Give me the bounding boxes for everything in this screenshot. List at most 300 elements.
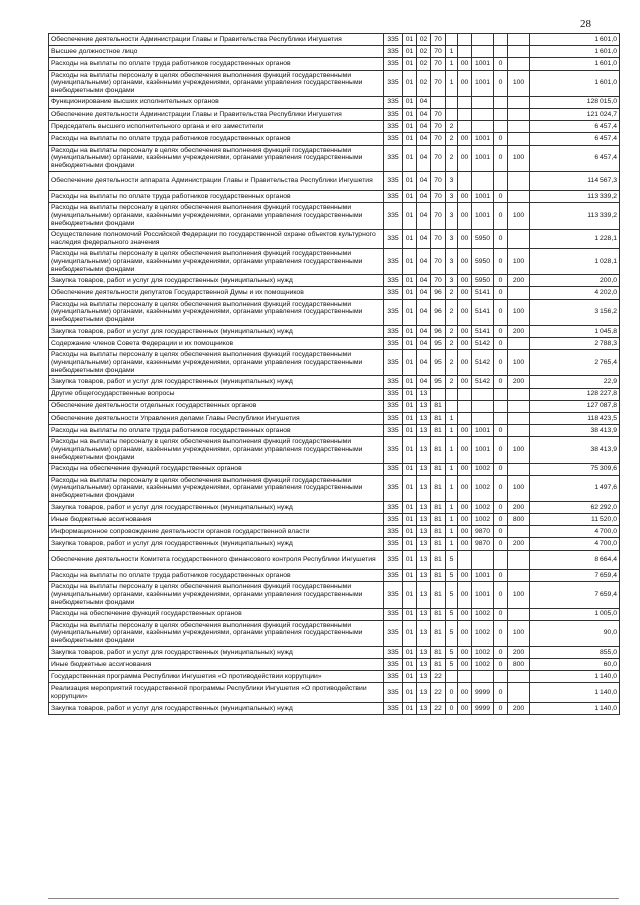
row-code-cell-cs2: 5 (446, 659, 458, 671)
row-code-cell-cs2: 5 (446, 620, 458, 646)
row-code-cell-cs4: 1001 (472, 203, 494, 229)
row-code-cell-cs1: 70 (431, 229, 446, 249)
row-code-cell-pr: 13 (417, 388, 431, 400)
row-code-cell-cs1: 95 (431, 376, 446, 388)
row-code-cell-cs1: 96 (431, 325, 446, 337)
row-code-cell-cs2: 1 (446, 437, 458, 463)
row-code-cell-cs5: 0 (494, 376, 508, 388)
row-code-cell-grbs: 335 (384, 702, 403, 714)
row-code-cell-vr (508, 400, 530, 412)
table-row (49, 108, 620, 120)
row-code-cell-rz: 01 (403, 683, 417, 703)
row-code-cell-rz: 01 (403, 388, 417, 400)
row-code-cell-vr: 100 (508, 437, 530, 463)
row-code-cell-cs3 (458, 412, 472, 424)
row-code-cell-rz: 01 (403, 620, 417, 646)
row-code-cell-cs2: 1 (446, 58, 458, 70)
table-row (49, 671, 620, 683)
row-code-cell-cs1: 70 (431, 121, 446, 133)
row-code-cell-vr: 100 (508, 249, 530, 275)
row-code-cell-cs3: 00 (458, 58, 472, 70)
row-code-cell-cs1 (431, 388, 446, 400)
row-code-cell-rz: 01 (403, 287, 417, 299)
row-code-cell-cs5: 0 (494, 437, 508, 463)
table-row (49, 550, 620, 570)
row-code-cell-rz: 01 (403, 275, 417, 287)
row-code-cell-grbs: 335 (384, 249, 403, 275)
row-amount-cell: 11 520,0 (530, 514, 620, 526)
row-code-cell-pr: 13 (417, 550, 431, 570)
row-code-cell-cs2: 2 (446, 338, 458, 350)
row-code-cell-vr: 800 (508, 659, 530, 671)
row-name-cell: Обеспечение деятельности депутатов Государственной Думы и их помощников (49, 287, 384, 299)
row-code-cell-cs4: 1002 (472, 646, 494, 658)
row-code-cell-vr (508, 58, 530, 70)
row-name-cell: Обеспечение деятельности Администрации Главы и Правительства Республики Ингушетия (49, 34, 384, 46)
row-code-cell-cs2: 3 (446, 229, 458, 249)
row-code-cell-cs5: 0 (494, 145, 508, 171)
row-code-cell-grbs: 335 (384, 388, 403, 400)
row-code-cell-rz: 01 (403, 171, 417, 191)
row-code-cell-cs2: 2 (446, 376, 458, 388)
row-code-cell-cs5 (494, 412, 508, 424)
row-code-cell-rz: 01 (403, 108, 417, 120)
row-code-cell-cs5: 0 (494, 646, 508, 658)
row-code-cell-cs3: 00 (458, 287, 472, 299)
row-code-cell-rz: 01 (403, 671, 417, 683)
row-code-cell-cs1 (431, 96, 446, 108)
row-code-cell-cs2: 3 (446, 171, 458, 191)
table-row (49, 526, 620, 538)
table-row (49, 582, 620, 608)
row-name-cell: Расходы на выплаты персоналу в целях обеспечения выполнения функций государственными (муниципальными) органами, казёнными учреждениями, органами управления государственными внебюджетными фондами (49, 582, 384, 608)
row-code-cell-rz: 01 (403, 70, 417, 96)
row-name-cell: Расходы на выплаты персоналу в целях обеспечения выполнения функций государственными (муниципальными) органами, казёнными учреждениями, органами управления государственными внебюджетными фондами (49, 145, 384, 171)
row-code-cell-pr: 13 (417, 437, 431, 463)
row-code-cell-rz: 01 (403, 121, 417, 133)
row-code-cell-cs4: 5950 (472, 229, 494, 249)
row-code-cell-cs3 (458, 400, 472, 412)
row-code-cell-pr: 04 (417, 203, 431, 229)
row-code-cell-grbs: 335 (384, 570, 403, 582)
row-code-cell-grbs: 335 (384, 514, 403, 526)
row-code-cell-vr: 200 (508, 501, 530, 513)
row-name-cell: Закупка товаров, работ и услуг для государственных (муниципальных) нужд (49, 325, 384, 337)
row-code-cell-cs4: 9999 (472, 683, 494, 703)
row-name-cell: Председатель высшего исполнительного органа и его заместители (49, 121, 384, 133)
row-code-cell-cs2: 2 (446, 350, 458, 376)
row-amount-cell: 6 457,4 (530, 133, 620, 145)
row-code-cell-vr: 100 (508, 203, 530, 229)
row-code-cell-cs2: 2 (446, 325, 458, 337)
row-code-cell-cs2: 3 (446, 203, 458, 229)
row-code-cell-cs2 (446, 671, 458, 683)
row-code-cell-rz: 01 (403, 191, 417, 203)
row-code-cell-pr: 04 (417, 145, 431, 171)
row-code-cell-cs4: 9870 (472, 538, 494, 550)
row-code-cell-rz: 01 (403, 659, 417, 671)
row-code-cell-cs3: 00 (458, 514, 472, 526)
row-code-cell-cs1: 95 (431, 338, 446, 350)
row-code-cell-cs4: 5141 (472, 299, 494, 325)
row-amount-cell: 1 045,8 (530, 325, 620, 337)
row-code-cell-cs1: 70 (431, 108, 446, 120)
row-code-cell-pr: 04 (417, 325, 431, 337)
table-row (49, 538, 620, 550)
row-amount-cell: 2 765,4 (530, 350, 620, 376)
row-code-cell-rz: 01 (403, 249, 417, 275)
row-code-cell-grbs: 335 (384, 108, 403, 120)
row-code-cell-pr: 13 (417, 514, 431, 526)
row-code-cell-cs2 (446, 34, 458, 46)
row-code-cell-cs5: 0 (494, 229, 508, 249)
row-code-cell-cs4: 1001 (472, 58, 494, 70)
row-code-cell-cs1: 81 (431, 538, 446, 550)
row-amount-cell: 38 413,9 (530, 437, 620, 463)
row-code-cell-cs1: 81 (431, 412, 446, 424)
row-code-cell-cs5 (494, 96, 508, 108)
row-code-cell-cs5 (494, 671, 508, 683)
row-code-cell-cs1: 81 (431, 514, 446, 526)
row-code-cell-cs5 (494, 400, 508, 412)
row-name-cell: Функционирование высших исполнительных органов (49, 96, 384, 108)
row-code-cell-pr: 13 (417, 425, 431, 437)
row-code-cell-cs5: 0 (494, 203, 508, 229)
row-code-cell-pr: 13 (417, 608, 431, 620)
page-number: 28 (580, 18, 591, 30)
row-code-cell-cs5: 0 (494, 702, 508, 714)
row-code-cell-cs5: 0 (494, 275, 508, 287)
row-name-cell: Расходы на выплаты персоналу в целях обеспечения выполнения функций государственными (муниципальными) органами, казёнными учреждениями, органами управления государственными внебюджетными фондами (49, 203, 384, 229)
row-code-cell-vr (508, 121, 530, 133)
row-code-cell-pr: 13 (417, 475, 431, 501)
row-amount-cell: 1 601,0 (530, 70, 620, 96)
row-code-cell-cs2: 3 (446, 275, 458, 287)
row-code-cell-rz: 01 (403, 582, 417, 608)
page-bottom-line (48, 898, 619, 899)
row-code-cell-cs1: 96 (431, 299, 446, 325)
row-name-cell: Закупка товаров, работ и услуг для государственных (муниципальных) нужд (49, 538, 384, 550)
row-code-cell-cs4: 5141 (472, 287, 494, 299)
row-code-cell-cs5: 0 (494, 133, 508, 145)
row-amount-cell: 7 659,4 (530, 570, 620, 582)
row-name-cell: Расходы на обеспечение функций государственных органов (49, 463, 384, 475)
row-code-cell-pr: 04 (417, 191, 431, 203)
row-code-cell-cs1: 70 (431, 203, 446, 229)
table-row (49, 646, 620, 658)
row-code-cell-cs5: 0 (494, 582, 508, 608)
row-amount-cell: 1 497,6 (530, 475, 620, 501)
row-code-cell-cs3 (458, 46, 472, 58)
row-code-cell-pr: 04 (417, 338, 431, 350)
row-code-cell-vr (508, 96, 530, 108)
row-amount-cell: 4 700,0 (530, 526, 620, 538)
row-code-cell-cs1: 81 (431, 501, 446, 513)
row-code-cell-cs4: 1001 (472, 70, 494, 96)
row-name-cell: Закупка товаров, работ и услуг для государственных (муниципальных) нужд (49, 501, 384, 513)
row-code-cell-cs2: 2 (446, 121, 458, 133)
budget-table (48, 33, 620, 715)
row-code-cell-rz: 01 (403, 501, 417, 513)
row-name-cell: Расходы на выплаты по оплате труда работников государственных органов (49, 58, 384, 70)
row-code-cell-cs1: 81 (431, 646, 446, 658)
row-code-cell-vr: 800 (508, 514, 530, 526)
row-code-cell-vr (508, 526, 530, 538)
row-code-cell-rz: 01 (403, 475, 417, 501)
table-row (49, 437, 620, 463)
row-amount-cell: 113 339,2 (530, 191, 620, 203)
row-code-cell-grbs: 335 (384, 475, 403, 501)
row-code-cell-rz: 01 (403, 437, 417, 463)
row-code-cell-cs5: 0 (494, 299, 508, 325)
row-code-cell-cs3: 00 (458, 299, 472, 325)
table-row (49, 171, 620, 191)
row-code-cell-vr: 100 (508, 299, 530, 325)
row-code-cell-grbs: 335 (384, 501, 403, 513)
row-code-cell-pr: 13 (417, 671, 431, 683)
row-code-cell-vr (508, 671, 530, 683)
row-code-cell-cs5 (494, 121, 508, 133)
row-name-cell: Расходы на выплаты персоналу в целях обеспечения выполнения функций государственными (муниципальными) органами, казёнными учреждениями, органами управления государственными внебюджетными фондами (49, 299, 384, 325)
row-name-cell: Закупка товаров, работ и услуг для государственных (муниципальных) нужд (49, 646, 384, 658)
table-row (49, 620, 620, 646)
table-row (49, 58, 620, 70)
row-code-cell-pr: 04 (417, 121, 431, 133)
row-code-cell-cs3 (458, 671, 472, 683)
row-code-cell-vr: 200 (508, 702, 530, 714)
row-amount-cell: 128 015,0 (530, 96, 620, 108)
row-code-cell-cs1: 81 (431, 570, 446, 582)
row-code-cell-pr: 13 (417, 582, 431, 608)
row-code-cell-cs3: 00 (458, 325, 472, 337)
table-row (49, 325, 620, 337)
row-code-cell-pr: 04 (417, 287, 431, 299)
table-row (49, 659, 620, 671)
row-code-cell-cs4: 5141 (472, 325, 494, 337)
row-code-cell-cs5 (494, 46, 508, 58)
row-code-cell-grbs: 335 (384, 34, 403, 46)
row-amount-cell: 114 567,3 (530, 171, 620, 191)
row-code-cell-pr: 13 (417, 620, 431, 646)
row-name-cell: Расходы на выплаты персоналу в целях обеспечения выполнения функций государственными (муниципальными) органами, казёнными учреждениями, органами управления государственными внебюджетными фондами (49, 437, 384, 463)
row-code-cell-cs3 (458, 96, 472, 108)
row-code-cell-cs4: 5142 (472, 376, 494, 388)
row-code-cell-rz: 01 (403, 526, 417, 538)
row-name-cell: Иные бюджетные ассигнования (49, 514, 384, 526)
row-code-cell-cs4: 1001 (472, 437, 494, 463)
row-code-cell-grbs: 335 (384, 191, 403, 203)
row-name-cell: Обеспечение деятельности Управления делами Главы Республики Ингушетия (49, 412, 384, 424)
row-code-cell-cs3 (458, 34, 472, 46)
row-amount-cell: 75 309,6 (530, 463, 620, 475)
row-code-cell-cs4: 1001 (472, 425, 494, 437)
row-code-cell-cs4: 5142 (472, 350, 494, 376)
row-code-cell-grbs: 335 (384, 659, 403, 671)
row-code-cell-cs5 (494, 388, 508, 400)
row-code-cell-grbs: 335 (384, 671, 403, 683)
row-code-cell-pr: 13 (417, 526, 431, 538)
row-code-cell-cs3: 00 (458, 203, 472, 229)
row-code-cell-rz: 01 (403, 463, 417, 475)
row-code-cell-cs4: 1002 (472, 608, 494, 620)
row-code-cell-rz: 01 (403, 325, 417, 337)
row-code-cell-vr (508, 388, 530, 400)
row-code-cell-cs2: 5 (446, 550, 458, 570)
row-code-cell-rz: 01 (403, 538, 417, 550)
row-amount-cell: 3 156,2 (530, 299, 620, 325)
row-code-cell-pr: 04 (417, 275, 431, 287)
row-code-cell-rz: 01 (403, 229, 417, 249)
row-code-cell-cs2: 1 (446, 46, 458, 58)
row-code-cell-cs5: 0 (494, 538, 508, 550)
row-code-cell-grbs: 335 (384, 287, 403, 299)
row-code-cell-cs5: 0 (494, 570, 508, 582)
table-row (49, 702, 620, 714)
row-name-cell: Обеспечение деятельности Комитета государственного финансового контроля Республики Ингушетия (49, 550, 384, 570)
row-code-cell-pr: 13 (417, 501, 431, 513)
row-code-cell-cs5: 0 (494, 249, 508, 275)
row-amount-cell: 6 457,4 (530, 145, 620, 171)
row-code-cell-cs2: 1 (446, 425, 458, 437)
row-code-cell-rz: 01 (403, 203, 417, 229)
row-amount-cell: 1 140,0 (530, 702, 620, 714)
row-code-cell-rz: 01 (403, 299, 417, 325)
row-amount-cell: 1 140,0 (530, 671, 620, 683)
row-code-cell-cs2: 1 (446, 514, 458, 526)
row-code-cell-cs1: 81 (431, 608, 446, 620)
row-code-cell-cs1: 81 (431, 659, 446, 671)
row-code-cell-cs4: 1002 (472, 514, 494, 526)
row-code-cell-cs2 (446, 388, 458, 400)
row-code-cell-rz: 01 (403, 412, 417, 424)
row-amount-cell: 8 664,4 (530, 550, 620, 570)
row-code-cell-vr: 200 (508, 646, 530, 658)
row-code-cell-vr (508, 425, 530, 437)
row-code-cell-pr: 04 (417, 350, 431, 376)
row-code-cell-cs1: 70 (431, 70, 446, 96)
row-code-cell-cs3: 00 (458, 538, 472, 550)
row-code-cell-vr (508, 287, 530, 299)
row-code-cell-cs5 (494, 171, 508, 191)
row-code-cell-rz: 01 (403, 514, 417, 526)
row-code-cell-cs5: 0 (494, 191, 508, 203)
row-code-cell-cs1: 81 (431, 526, 446, 538)
row-code-cell-cs5 (494, 34, 508, 46)
table-row (49, 338, 620, 350)
row-code-cell-cs3: 00 (458, 526, 472, 538)
row-name-cell: Расходы на выплаты персоналу в целях обеспечения выполнения функций государственными (муниципальными) органами, казёнными учреждениями, органами управления государственными внебюджетными фондами (49, 475, 384, 501)
row-code-cell-grbs: 335 (384, 229, 403, 249)
row-code-cell-cs2: 5 (446, 646, 458, 658)
row-code-cell-cs4: 5950 (472, 275, 494, 287)
row-code-cell-pr: 13 (417, 646, 431, 658)
row-code-cell-cs5: 0 (494, 475, 508, 501)
row-amount-cell: 2 788,3 (530, 338, 620, 350)
row-code-cell-rz: 01 (403, 376, 417, 388)
row-code-cell-grbs: 335 (384, 437, 403, 463)
row-code-cell-cs4: 9999 (472, 702, 494, 714)
row-code-cell-grbs: 335 (384, 526, 403, 538)
row-code-cell-vr (508, 608, 530, 620)
row-name-cell: Обеспечение деятельности Администрации Главы и Правительства Республики Ингушетия (49, 108, 384, 120)
row-code-cell-cs2: 0 (446, 683, 458, 703)
row-code-cell-cs1: 96 (431, 287, 446, 299)
row-code-cell-cs4 (472, 400, 494, 412)
row-code-cell-cs3: 00 (458, 145, 472, 171)
row-code-cell-grbs: 335 (384, 121, 403, 133)
row-code-cell-pr: 04 (417, 249, 431, 275)
row-code-cell-cs2: 1 (446, 70, 458, 96)
row-code-cell-pr: 13 (417, 412, 431, 424)
row-code-cell-cs1: 70 (431, 145, 446, 171)
row-code-cell-vr: 100 (508, 582, 530, 608)
row-code-cell-grbs: 335 (384, 538, 403, 550)
row-code-cell-grbs: 335 (384, 203, 403, 229)
row-code-cell-cs3 (458, 171, 472, 191)
row-amount-cell: 22,9 (530, 376, 620, 388)
row-code-cell-cs1: 81 (431, 437, 446, 463)
row-code-cell-vr (508, 34, 530, 46)
row-code-cell-pr: 04 (417, 299, 431, 325)
row-code-cell-rz: 01 (403, 570, 417, 582)
row-code-cell-cs1: 81 (431, 400, 446, 412)
row-code-cell-cs4: 1001 (472, 582, 494, 608)
row-code-cell-grbs: 335 (384, 412, 403, 424)
row-code-cell-cs4: 5142 (472, 338, 494, 350)
table-row (49, 203, 620, 229)
row-code-cell-grbs: 335 (384, 46, 403, 58)
table-row (49, 70, 620, 96)
row-name-cell: Осуществление полномочий Российской Федерации по государственной охране объектов культурного наследия федерального значения (49, 229, 384, 249)
row-code-cell-vr (508, 463, 530, 475)
row-code-cell-cs4 (472, 46, 494, 58)
table-row (49, 133, 620, 145)
row-code-cell-cs4 (472, 96, 494, 108)
row-code-cell-cs3: 00 (458, 338, 472, 350)
row-code-cell-pr: 02 (417, 34, 431, 46)
row-code-cell-rz: 01 (403, 400, 417, 412)
row-code-cell-cs4 (472, 121, 494, 133)
table-row (49, 121, 620, 133)
row-amount-cell: 855,0 (530, 646, 620, 658)
row-code-cell-rz: 01 (403, 338, 417, 350)
row-code-cell-pr: 13 (417, 570, 431, 582)
row-code-cell-grbs: 335 (384, 646, 403, 658)
row-code-cell-cs3: 00 (458, 608, 472, 620)
row-name-cell: Государственная программа Республики Ингушетия «О противодействии коррупции» (49, 671, 384, 683)
row-code-cell-grbs: 335 (384, 58, 403, 70)
row-code-cell-vr: 200 (508, 538, 530, 550)
row-code-cell-vr: 100 (508, 350, 530, 376)
row-amount-cell: 7 659,4 (530, 582, 620, 608)
row-code-cell-cs3: 00 (458, 501, 472, 513)
row-code-cell-vr (508, 412, 530, 424)
row-code-cell-cs1: 70 (431, 46, 446, 58)
row-amount-cell: 4 202,0 (530, 287, 620, 299)
table-row (49, 475, 620, 501)
row-code-cell-cs2: 1 (446, 526, 458, 538)
row-amount-cell: 1 601,0 (530, 46, 620, 58)
row-code-cell-cs3 (458, 388, 472, 400)
row-name-cell: Расходы на выплаты персоналу в целях обеспечения выполнения функций государственными (муниципальными) органами, казенными учреждениями, органами управления государственными внебюджетными фондами (49, 350, 384, 376)
row-code-cell-cs3: 00 (458, 275, 472, 287)
row-code-cell-cs3: 00 (458, 70, 472, 96)
row-code-cell-cs1: 95 (431, 350, 446, 376)
row-code-cell-cs5: 0 (494, 350, 508, 376)
row-code-cell-vr: 200 (508, 325, 530, 337)
row-code-cell-grbs: 335 (384, 299, 403, 325)
row-code-cell-cs4 (472, 34, 494, 46)
